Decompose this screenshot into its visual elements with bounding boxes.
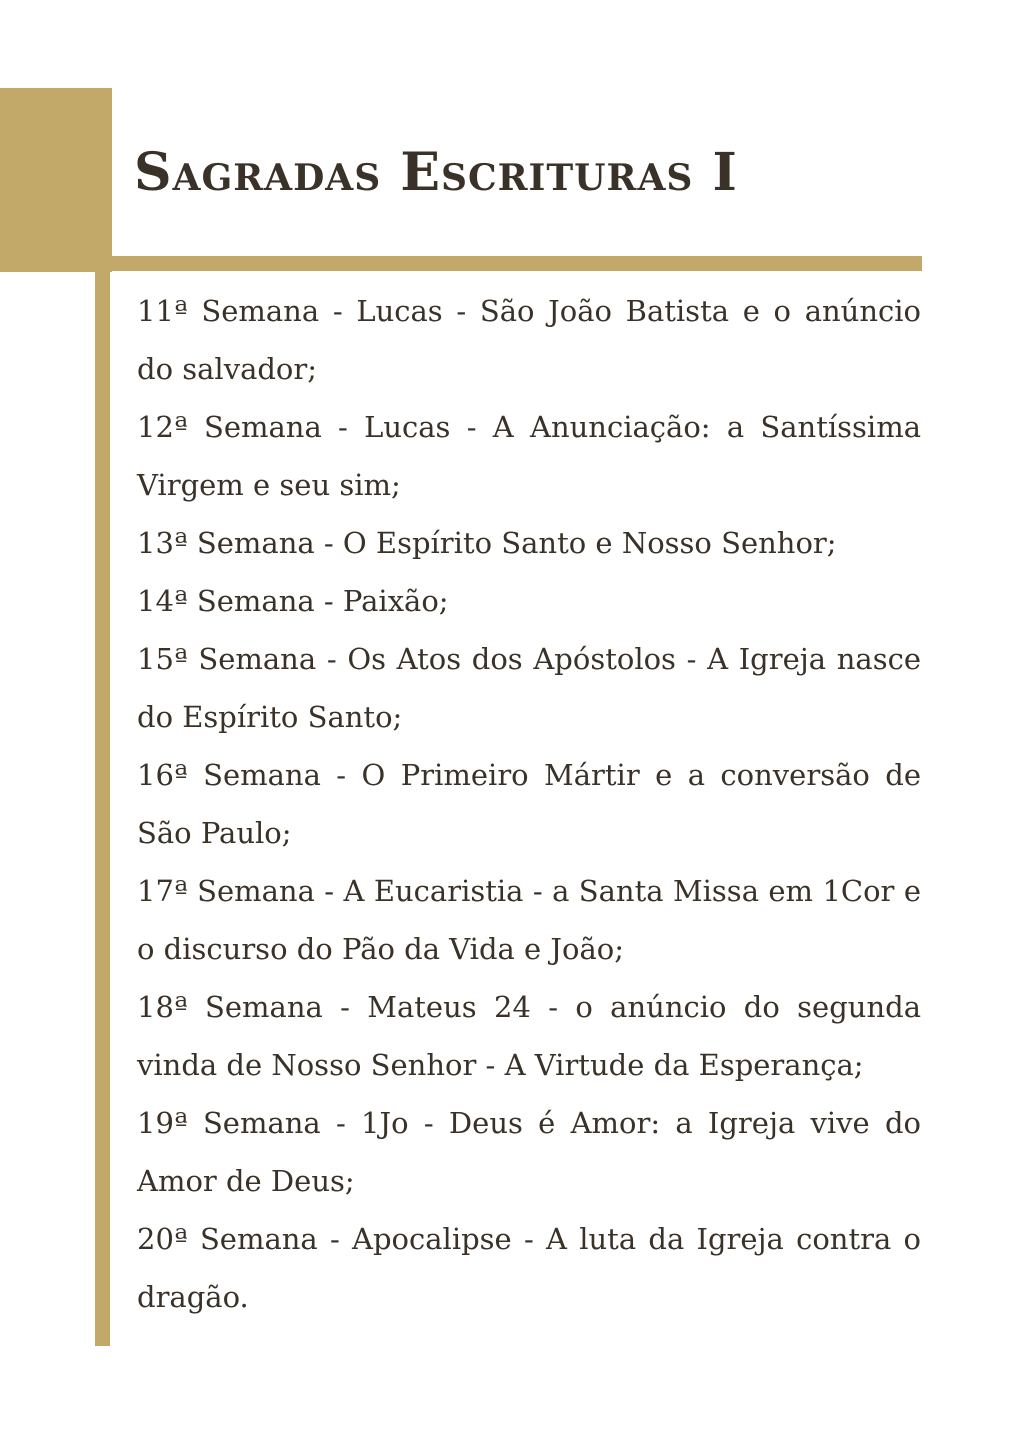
list-item: 19ª Semana - 1Jo - Deus é Amor: a Igreja vive do Amor de Deus; (137, 1106, 921, 1198)
list-item: 11ª Semana - Lucas - São João Batista e o anúncio do salvador; (137, 294, 921, 386)
list-item: 13ª Semana - O Espírito Santo e Nosso Senhor; (137, 526, 837, 560)
list-item: 16ª Semana - O Primeiro Mártir e a conversão de São Paulo; (137, 758, 921, 850)
week-list (137, 282, 921, 1326)
decorative-gold-block (0, 88, 112, 272)
list-item: 18ª Semana - Mateus 24 - o anúncio do segunda vinda de Nosso Senhor - A Virtude da Esperança; (137, 990, 921, 1082)
list-item: 15ª Semana - Os Atos dos Apóstolos - A Igreja nasce do Espírito Santo; (137, 642, 921, 734)
decorative-horizontal-rule (95, 256, 922, 271)
list-item: 14ª Semana - Paixão; (137, 584, 449, 618)
list-item: 20ª Semana - Apocalipse - A luta da Igreja contra o dragão. (137, 1222, 921, 1314)
list-item: 17ª Semana - A Eucaristia - a Santa Missa em 1Cor e o discurso do Pão da Vida e João; (137, 874, 921, 966)
page-title: Sagradas Escrituras I (134, 142, 738, 203)
decorative-vertical-rule (95, 256, 110, 1346)
list-item: 12ª Semana - Lucas - A Anunciação: a Santíssima Virgem e seu sim; (137, 410, 921, 502)
